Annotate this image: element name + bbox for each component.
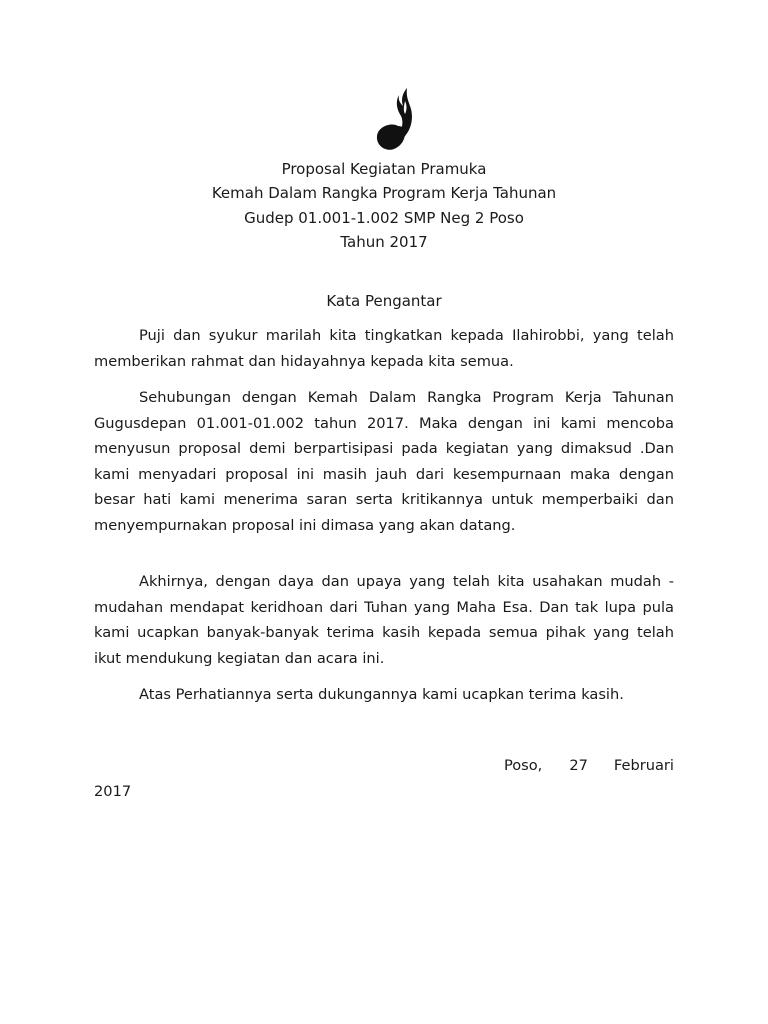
signature-place: Poso, xyxy=(503,757,543,774)
signature-day: 27 xyxy=(569,757,588,774)
tunas-kelapa-scout-logo-icon xyxy=(372,86,418,154)
signature-year: 2017 xyxy=(94,782,132,800)
signature-date-line xyxy=(94,753,674,779)
proposal-unit: Gudep 01.001-1.002 SMP Neg 2 Poso xyxy=(244,209,524,227)
proposal-title: Proposal Kegiatan Pramuka xyxy=(281,160,487,178)
paragraph-purpose: Sehubungan dengan Kemah Dalam Rangka Program Kerja Tahunan Gugusdepan 01.001-01.002 tahun 2017. Maka dengan ini kami mencoba menyusun proposal demi berpartisipasi pada kegiatan yang dimaksud .Dan kami menyadari proposal ini masih jauh dari kesempurnaan maka dengan besar hati kami menerima saran serta kritikannya untuk memperbaiki dan menyempurnakan proposal ini dimasa yang akan datang. xyxy=(94,389,674,534)
proposal-subtitle: Kemah Dalam Rangka Program Kerja Tahunan xyxy=(211,184,557,202)
signature-month: Februari xyxy=(613,757,674,774)
paragraph-opening: Puji dan syukur marilah kita tingkatkan kepada Ilahirobbi, yang telah memberikan rahmat dan hidayahnya kepada kita semua. xyxy=(94,327,674,370)
proposal-year: Tahun 2017 xyxy=(340,233,428,251)
section-title: Kata Pengantar xyxy=(326,292,442,310)
paragraph-thanks: Akhirnya, dengan daya dan upaya yang telah kita usahakan mudah - mudahan mendapat keridhoan dari Tuhan yang Maha Esa. Dan tak lupa pula kami ucapkan banyak-banyak terima kasih kepada semua pihak yang telah ikut mendukung kegiatan dan acara ini. xyxy=(94,573,674,667)
paragraph-closing: Atas Perhatiannya serta dukungannya kami ucapkan terima kasih. xyxy=(139,686,624,703)
signature-block xyxy=(94,753,674,804)
